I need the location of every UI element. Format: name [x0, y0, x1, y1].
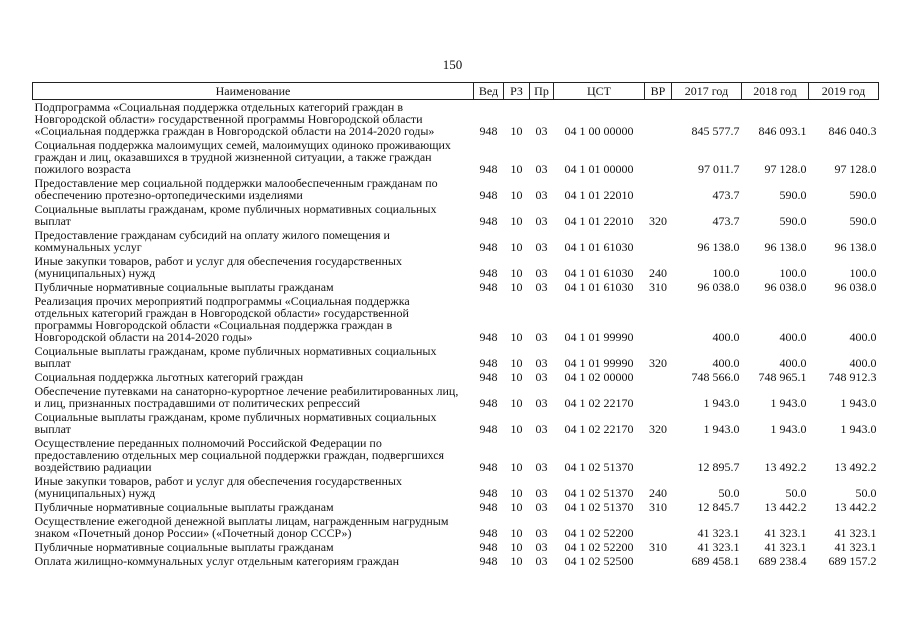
row-2017: 12 845.7 — [697, 500, 740, 514]
row-rz: 10 — [510, 540, 523, 554]
row-name: Осуществление переданных полномочий Российской Федерации по предоставлению отдельных мер социальной поддержки граждан, подвергшихся воздействию радиации — [34, 436, 445, 474]
row-2018: 96 038.0 — [764, 280, 807, 294]
row-2017: 50.0 — [718, 486, 740, 500]
row-2018: 590.0 — [779, 188, 807, 202]
row-2018: 1 943.0 — [770, 396, 807, 410]
row-ved: 948 — [479, 486, 498, 500]
row-ved: 948 — [479, 500, 498, 514]
row-ved: 948 — [479, 330, 498, 344]
row-vr: 310 — [649, 540, 667, 554]
row-2018: 13 492.2 — [764, 460, 807, 474]
row-2019: 748 912.3 — [828, 370, 877, 384]
row-2018: 400.0 — [779, 330, 807, 344]
row-name: Социальные выплаты гражданам, кроме публичных нормативных социальных выплат — [34, 202, 437, 228]
row-cst: 04 1 02 52200 — [564, 526, 634, 540]
row-2018: 41 323.1 — [764, 540, 807, 554]
header-2019: 2019 год — [809, 83, 879, 100]
row-rz: 10 — [510, 422, 523, 436]
row-rz: 10 — [510, 266, 523, 280]
row-rz: 10 — [510, 162, 523, 176]
row-name: Социальные выплаты гражданам, кроме публичных нормативных социальных выплат — [34, 410, 437, 436]
row-cst: 04 1 01 00000 — [564, 162, 634, 176]
row-pr: 03 — [535, 500, 548, 514]
row-cst: 04 1 02 52200 — [564, 540, 634, 554]
header-2018: 2018 год — [742, 83, 809, 100]
row-ved: 948 — [479, 370, 498, 384]
table-row — [33, 138, 879, 176]
table-header-row — [33, 83, 879, 100]
row-vr: 240 — [649, 266, 667, 280]
row-name: Публичные нормативные социальные выплаты гражданам — [34, 500, 334, 514]
row-pr: 03 — [535, 370, 548, 384]
row-cst: 04 1 02 51370 — [564, 460, 634, 474]
row-ved: 948 — [479, 540, 498, 554]
row-2019: 590.0 — [849, 188, 877, 202]
row-cst: 04 1 02 00000 — [564, 370, 634, 384]
row-2019: 590.0 — [849, 214, 877, 228]
row-ved: 948 — [479, 124, 498, 138]
row-ved: 948 — [479, 240, 498, 254]
header-2017: 2017 год — [672, 83, 742, 100]
row-2018: 1 943.0 — [770, 422, 807, 436]
row-pr: 03 — [535, 124, 548, 138]
row-cst: 04 1 01 61030 — [564, 280, 634, 294]
table-row — [33, 540, 879, 554]
row-2019: 41 323.1 — [834, 540, 877, 554]
row-name: Оплата жилищно-коммунальных услуг отдельным категориям граждан — [34, 554, 399, 568]
row-2018: 50.0 — [785, 486, 807, 500]
row-rz: 10 — [510, 240, 523, 254]
row-vr — [645, 554, 672, 568]
table-row — [33, 202, 879, 228]
row-cst: 04 1 02 52500 — [564, 554, 634, 568]
row-rz: 10 — [510, 330, 523, 344]
budget-table — [32, 82, 879, 568]
row-2018: 100.0 — [779, 266, 807, 280]
row-2017: 96 138.0 — [697, 240, 740, 254]
row-cst: 04 1 01 99990 — [564, 356, 634, 370]
row-rz: 10 — [510, 124, 523, 138]
row-2019: 100.0 — [849, 266, 877, 280]
row-pr: 03 — [535, 214, 548, 228]
row-vr — [645, 436, 672, 474]
row-ved: 948 — [479, 266, 498, 280]
row-rz: 10 — [510, 500, 523, 514]
row-rz: 10 — [510, 460, 523, 474]
row-vr — [645, 514, 672, 540]
table-row — [33, 436, 879, 474]
row-2019: 96 038.0 — [834, 280, 877, 294]
table-row — [33, 474, 879, 500]
header-name: Наименование — [33, 83, 474, 100]
row-pr: 03 — [535, 554, 548, 568]
table-row — [33, 554, 879, 568]
row-name: Осуществление ежегодной денежной выплаты лицам, награжденным нагрудным знаком «Почетный донор России» («Почетный донор СССР») — [34, 514, 449, 540]
row-ved: 948 — [479, 396, 498, 410]
row-pr: 03 — [535, 162, 548, 176]
row-rz: 10 — [510, 526, 523, 540]
row-2017: 845 577.7 — [691, 124, 740, 138]
row-2017: 96 038.0 — [697, 280, 740, 294]
row-pr: 03 — [535, 486, 548, 500]
row-name: Иные закупки товаров, работ и услуг для обеспечения государственных (муниципальных) нужд — [34, 254, 402, 280]
row-2017: 97 011.7 — [697, 162, 740, 176]
row-rz: 10 — [510, 188, 523, 202]
row-2018: 41 323.1 — [764, 526, 807, 540]
table-row — [33, 176, 879, 202]
row-vr — [645, 176, 672, 202]
row-vr: 320 — [649, 214, 667, 228]
row-name: Публичные нормативные социальные выплаты гражданам — [34, 280, 334, 294]
header-ved: Вед — [474, 83, 504, 100]
row-rz: 10 — [510, 280, 523, 294]
row-2019: 50.0 — [855, 486, 877, 500]
row-rz: 10 — [510, 396, 523, 410]
row-2018: 97 128.0 — [764, 162, 807, 176]
row-2019: 96 138.0 — [834, 240, 877, 254]
row-vr: 310 — [649, 500, 667, 514]
row-2017: 400.0 — [712, 330, 740, 344]
row-rz: 10 — [510, 554, 523, 568]
row-2017: 400.0 — [712, 356, 740, 370]
row-vr: 240 — [649, 486, 667, 500]
row-ved: 948 — [479, 422, 498, 436]
row-name: Социальная поддержка льготных категорий граждан — [34, 370, 304, 384]
row-ved: 948 — [479, 554, 498, 568]
row-ved: 948 — [479, 188, 498, 202]
row-cst: 04 1 01 61030 — [564, 240, 634, 254]
row-2019: 1 943.0 — [840, 422, 877, 436]
row-2019: 689 157.2 — [828, 554, 877, 568]
row-vr — [645, 228, 672, 254]
row-cst: 04 1 02 22170 — [564, 422, 634, 436]
row-pr: 03 — [535, 240, 548, 254]
row-2019: 13 442.2 — [834, 500, 877, 514]
row-2018: 13 442.2 — [764, 500, 807, 514]
row-ved: 948 — [479, 526, 498, 540]
row-2018: 400.0 — [779, 356, 807, 370]
row-pr: 03 — [535, 188, 548, 202]
row-2017: 41 323.1 — [697, 540, 740, 554]
row-rz: 10 — [510, 370, 523, 384]
table-row — [33, 370, 879, 384]
row-pr: 03 — [535, 330, 548, 344]
row-pr: 03 — [535, 540, 548, 554]
table-row — [33, 384, 879, 410]
row-vr — [645, 384, 672, 410]
row-vr: 320 — [649, 422, 667, 436]
row-vr: 320 — [649, 356, 667, 370]
row-cst: 04 1 01 22010 — [564, 188, 634, 202]
table-row — [33, 254, 879, 280]
row-name: Реализация прочих мероприятий подпрограммы «Социальная поддержка отдельных категорий граждан в Новгородской области» государственной программы Новгородской области «Социальная поддержка граждан в Новгородской области на 2014-2020 годы» — [34, 294, 410, 344]
row-2019: 41 323.1 — [834, 526, 877, 540]
row-2017: 12 895.7 — [697, 460, 740, 474]
row-2017: 100.0 — [712, 266, 740, 280]
row-2019: 13 492.2 — [834, 460, 877, 474]
row-2017: 1 943.0 — [703, 396, 740, 410]
row-cst: 04 1 02 51370 — [564, 500, 634, 514]
row-cst: 04 1 01 61030 — [564, 266, 634, 280]
row-name: Обеспечение путевками на санаторно-курортное лечение реабилитированных лиц, и лиц, признанных пострадавшими от политических репрессий — [34, 384, 459, 410]
row-name: Публичные нормативные социальные выплаты гражданам — [34, 540, 334, 554]
row-pr: 03 — [535, 266, 548, 280]
row-2018: 748 965.1 — [758, 370, 807, 384]
row-vr — [645, 100, 672, 139]
row-name: Подпрограмма «Социальная поддержка отдельных категорий граждан в Новгородской области» государственной программы Новгородской области «Социальная поддержка граждан в Новгородской области на 2014-2020 годы» — [34, 100, 435, 138]
header-rz: РЗ — [504, 83, 530, 100]
row-rz: 10 — [510, 214, 523, 228]
row-name: Предоставление мер социальной поддержки малообеспеченным гражданам по обеспечению протезно-ортопедическими изделиями — [34, 176, 438, 202]
row-2017: 473.7 — [712, 214, 740, 228]
row-name: Предоставление гражданам субсидий на оплату жилого помещения и коммунальных услуг — [34, 228, 390, 254]
row-2017: 473.7 — [712, 188, 740, 202]
row-ved: 948 — [479, 214, 498, 228]
row-rz: 10 — [510, 356, 523, 370]
table-row — [33, 228, 879, 254]
row-ved: 948 — [479, 460, 498, 474]
row-ved: 948 — [479, 162, 498, 176]
table-row — [33, 100, 879, 139]
table-body — [33, 100, 879, 569]
row-2017: 689 458.1 — [691, 554, 740, 568]
row-pr: 03 — [535, 280, 548, 294]
row-pr: 03 — [535, 396, 548, 410]
row-cst: 04 1 01 22010 — [564, 214, 634, 228]
row-2019: 846 040.3 — [828, 124, 877, 138]
row-cst: 04 1 01 99990 — [564, 330, 634, 344]
row-ved: 948 — [479, 356, 498, 370]
row-vr — [645, 370, 672, 384]
row-pr: 03 — [535, 356, 548, 370]
header-pr: Пр — [530, 83, 554, 100]
row-pr: 03 — [535, 422, 548, 436]
row-2019: 400.0 — [849, 356, 877, 370]
row-cst: 04 1 02 22170 — [564, 396, 634, 410]
row-vr — [645, 294, 672, 344]
table-row — [33, 500, 879, 514]
row-vr — [645, 138, 672, 176]
row-rz: 10 — [510, 486, 523, 500]
row-2019: 1 943.0 — [840, 396, 877, 410]
row-cst: 04 1 00 00000 — [564, 124, 634, 138]
page-number: 150 — [442, 57, 463, 72]
header-cst: ЦСТ — [554, 83, 645, 100]
row-pr: 03 — [535, 460, 548, 474]
table-row — [33, 280, 879, 294]
table-row — [33, 344, 879, 370]
table-row — [33, 410, 879, 436]
row-vr: 310 — [649, 280, 667, 294]
row-ved: 948 — [479, 280, 498, 294]
row-2018: 96 138.0 — [764, 240, 807, 254]
row-2018: 846 093.1 — [758, 124, 807, 138]
row-2018: 689 238.4 — [758, 554, 807, 568]
table-row — [33, 294, 879, 344]
row-2017: 748 566.0 — [691, 370, 740, 384]
row-name: Иные закупки товаров, работ и услуг для обеспечения государственных (муниципальных) нужд — [34, 474, 402, 500]
row-2017: 41 323.1 — [697, 526, 740, 540]
row-2017: 1 943.0 — [703, 422, 740, 436]
row-2019: 400.0 — [849, 330, 877, 344]
row-pr: 03 — [535, 526, 548, 540]
row-2019: 97 128.0 — [834, 162, 877, 176]
row-name: Социальные выплаты гражданам, кроме публичных нормативных социальных выплат — [34, 344, 437, 370]
row-name: Социальная поддержка малоимущих семей, малоимущих одиноко проживающих граждан и лиц, оказавшихся в трудной жизненной ситуации, а также граждан пожилого возраста — [34, 138, 451, 176]
table-row — [33, 514, 879, 540]
row-cst: 04 1 02 51370 — [564, 486, 634, 500]
header-vr: ВР — [645, 83, 672, 100]
row-2018: 590.0 — [779, 214, 807, 228]
